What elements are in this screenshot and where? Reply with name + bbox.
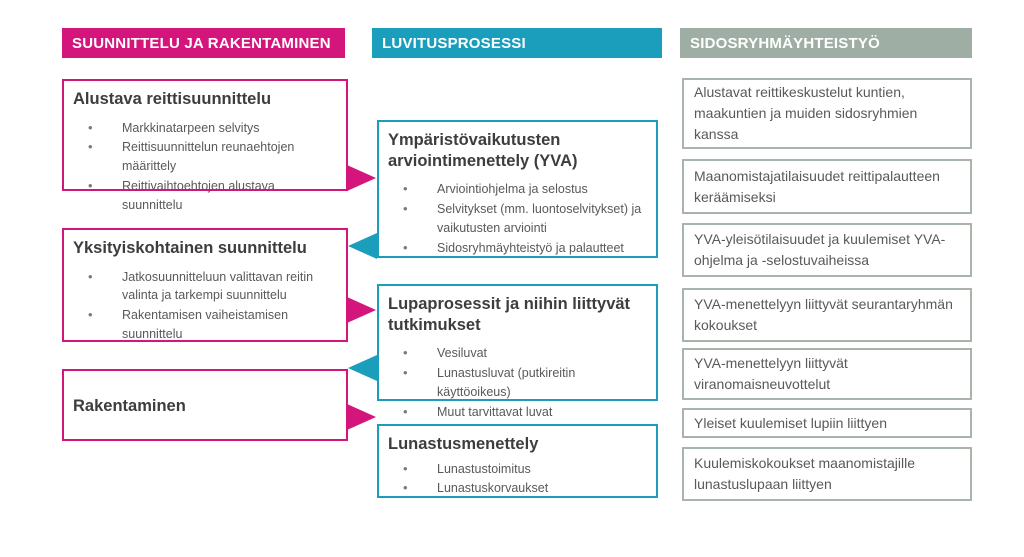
flow-arrow-left-icon [348,355,377,381]
bullet-list [73,119,338,215]
bullet-item: • Muut tarvittavat luvat [388,403,648,422]
box-title: Alustava reittisuunnittelu [73,90,272,108]
bullet-item: • Markkinatarpeen selvitys [73,119,338,138]
stakeholder-box-monitoring-group-meetings [682,288,972,342]
bullet-list [73,268,338,344]
stakeholder-box-landowner-events [682,159,972,214]
box-title: Lupaprosessit ja niihin liittyvät tutkimukset [388,295,631,334]
stakeholder-box-text: Alustavat reittikeskustelut kuntien, maakuntien ja muiden sidosryhmien kanssa [694,84,918,142]
bullet-item: • Rakentamisen vaiheistamisen suunnittelu [73,306,338,344]
stakeholder-box-text: YVA-menettelyyn liittyvät viranomaisneuvottelut [694,355,848,392]
stakeholder-box-eia-public-events [682,223,972,277]
stakeholder-box-hearing-meetings [682,447,972,501]
stakeholder-box-text: Yleiset kuulemiset lupiin liittyen [694,414,887,431]
column-header-permitting: LUVITUSPROSESSI [372,28,662,58]
stakeholder-box-text: Kuulemiskokoukset maanomistajille lunastuslupaan liittyen [694,455,915,492]
process-box-detailed-planning [62,228,348,342]
bullet-item: • Reittivaihtoehtojen alustava suunnittelu [73,177,338,215]
stakeholder-box-public-hearings [682,408,972,438]
bullet-item: • Reittisuunnittelun reunaehtojen määrittely [73,138,338,176]
process-box-expropriation-procedure [377,424,658,498]
bullet-list [388,344,648,421]
column-header-stakeholder: SIDOSRYHMÄYHTEISTYÖ [680,28,972,58]
flow-arrow-right-icon [347,404,376,430]
process-box-preliminary-route-planning [62,79,348,212]
bullet-list [388,460,648,499]
stakeholder-box-text: YVA-yleisötilaisuudet ja kuulemiset YVA-ohjelma ja -selostuvaiheissa [694,231,946,268]
box-title: Lunastusmenettely [388,435,539,453]
bullet-item: • Jatkosuunnitteluun valittavan reitin valinta ja tarkempi suunnittelu [73,268,338,306]
stakeholder-box-route-discussions [682,78,972,149]
flow-arrow-left-icon [348,233,377,259]
bullet-item: • Lunastusluvat (putkireitin käyttöoikeus) [388,364,648,402]
box-title: Ympäristövaikutusten arviointimenettely (YVA) [388,131,578,170]
process-box-eia-procedure [377,120,658,258]
bullet-item: • Sidosryhmäyhteistyö ja palautteet [388,239,648,258]
bullet-item: • Arviointiohjelma ja selostus [388,180,648,199]
box-title: Yksityiskohtainen suunnittelu [73,239,307,257]
bullet-item: • Lunastustoimitus [388,460,648,479]
bullet-item: • Vesiluvat [388,344,648,363]
stakeholder-box-authority-negotiations [682,348,972,400]
flow-arrow-right-icon [347,165,376,191]
stakeholder-box-text: Maanomistajatilaisuudet reittipalautteen keräämiseksi [694,167,940,205]
bullet-item: • Lunastuskorvaukset [388,479,648,498]
process-box-permit-processes [377,284,658,419]
box-title: Rakentaminen [73,396,186,415]
stakeholder-box-text: YVA-menettelyyn liittyvät seurantaryhmän kokoukset [694,296,953,333]
bullet-item: • Selvitykset (mm. luontoselvitykset) ja vaikutusten arviointi [388,200,648,238]
bullet-list [388,180,648,257]
column-header-planning: SUUNNITTELU JA RAKENTAMINEN [62,28,345,58]
flow-arrow-right-icon [347,297,376,323]
process-box-construction [62,369,348,441]
